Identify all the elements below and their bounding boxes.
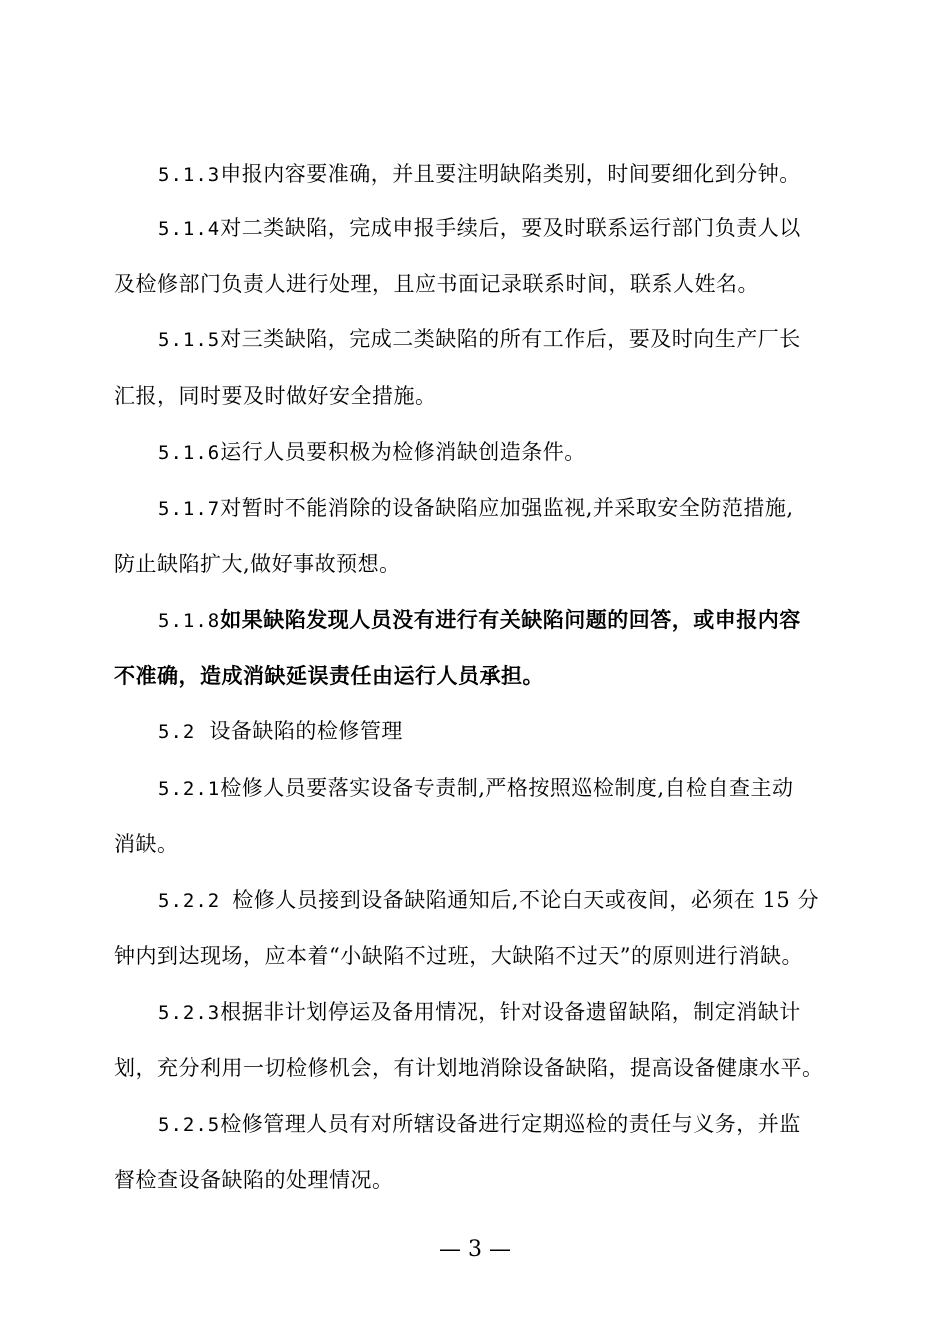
paragraph-text: 检修人员要落实设备专责制,严格按照巡检制度,自检自查主动: [220, 776, 794, 800]
paragraph-5-1-8-line-2: 不准确，造成消缺延误责任由运行人员承担。: [114, 663, 544, 688]
paragraph-5-1-7-line-2: 防止缺陷扩大,做好事故预想。: [114, 552, 401, 576]
clause-number: 5.2.1: [158, 778, 221, 800]
clause-number: 5.1.6: [158, 442, 221, 464]
clause-number: 5.1.3: [158, 164, 221, 186]
paragraph-text: 检修管理人员有对所辖设备进行定期巡检的责任与义务，并监: [220, 1112, 801, 1136]
paragraph-text: 检修人员接到设备缺陷通知后,不论白天或夜间，必须在 15 分: [232, 888, 819, 912]
paragraph-text: 运行人员要积极为检修消缺创造条件。: [220, 440, 586, 464]
paragraph-5-2-1-line-1: [158, 774, 844, 803]
page-number: — 3 —: [439, 1237, 511, 1262]
paragraph-5-2-2-line-1: [158, 886, 844, 915]
paragraph-5-2-1-line-2: 消缺。: [114, 832, 179, 856]
paragraph-5-1-5-line-1: [158, 325, 844, 354]
paragraph-5-1-4-line-1: [158, 214, 844, 243]
paragraph-text: 申报内容要准确，并且要注明缺陷类别，时间要细化到分钟。: [220, 162, 801, 186]
section-heading-5-2: [158, 717, 844, 746]
paragraph-5-2-5-line-2: 督检查设备缺陷的处理情况。: [114, 1168, 394, 1192]
paragraph-5-1-4-line-2: 及检修部门负责人进行处理，且应书面记录联系时间，联系人姓名。: [114, 272, 759, 296]
paragraph-text: 对三类缺陷，完成二类缺陷的所有工作后，要及时向生产厂长: [220, 327, 801, 351]
paragraph-5-1-3: [158, 160, 844, 189]
paragraph-text: 根据非计划停运及备用情况，针对设备遗留缺陷，制定消缺计: [220, 1000, 801, 1024]
paragraph-5-2-3-line-1: [158, 998, 844, 1027]
clause-number: 5.2: [158, 721, 196, 743]
paragraph-5-1-6: [158, 438, 844, 467]
paragraph-5-2-2-line-2: 钟内到达现场，应本着“小缺陷不过班，大缺陷不过天”的原则进行消缺。: [114, 944, 803, 968]
paragraph-text: 如果缺陷发现人员没有进行有关缺陷问题的回答，或申报内容: [220, 607, 801, 632]
paragraph-text: 对二类缺陷，完成申报手续后，要及时联系运行部门负责人以: [220, 216, 801, 240]
clause-number: 5.2.3: [158, 1002, 221, 1024]
section-title: 设备缺陷的检修管理: [209, 719, 403, 743]
paragraph-5-1-8-line-1: [158, 606, 844, 635]
clause-number: 5.1.4: [158, 218, 221, 240]
clause-number: 5.1.7: [158, 498, 221, 520]
paragraph-5-2-5-line-1: [158, 1110, 844, 1139]
paragraph-5-1-7-line-1: [158, 494, 844, 523]
clause-number: 5.2.5: [158, 1114, 221, 1136]
paragraph-5-2-3-line-2: 划，充分利用一切检修机会，有计划地消除设备缺陷，提高设备健康水平。: [114, 1056, 824, 1080]
clause-number: 5.2.2: [158, 890, 221, 912]
paragraph-5-1-5-line-2: 汇报，同时要及时做好安全措施。: [114, 384, 437, 408]
clause-number: 5.1.8: [158, 610, 221, 632]
paragraph-text: 对暂时不能消除的设备缺陷应加强监视,并采取安全防范措施,: [220, 496, 794, 520]
clause-number: 5.1.5: [158, 329, 221, 351]
